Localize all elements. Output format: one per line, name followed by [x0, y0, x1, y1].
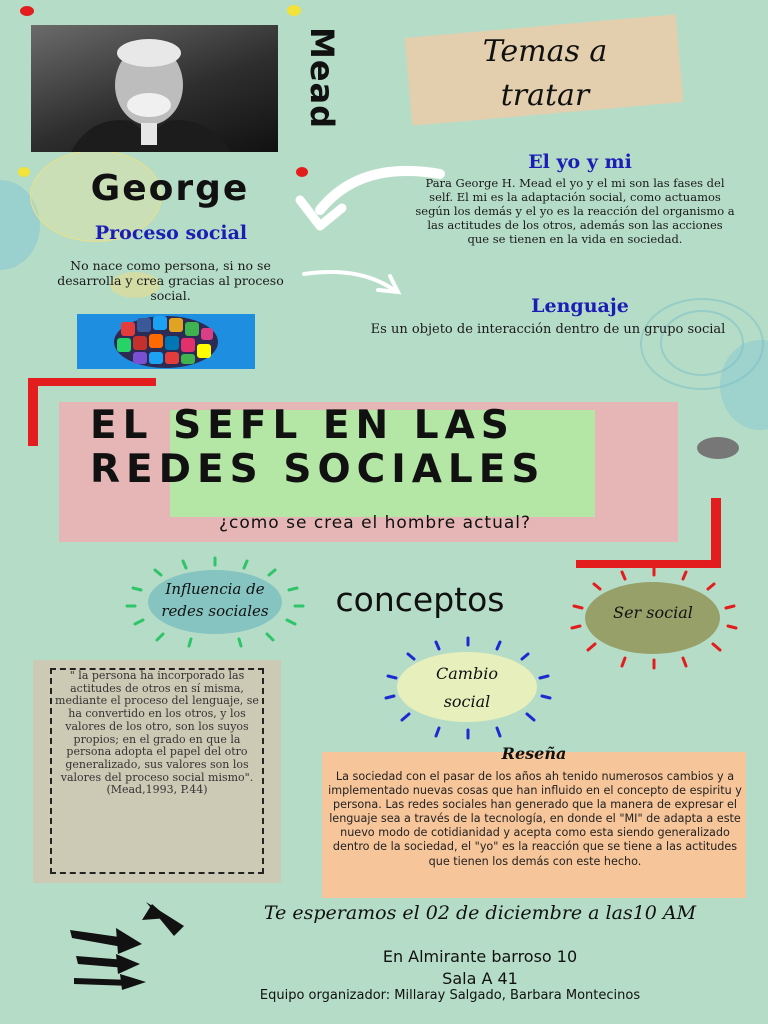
- main-subtitle: ¿como se crea el hombre actual?: [218, 513, 532, 533]
- el-yo-heading: El yo y mi: [528, 151, 632, 173]
- proceso-social-heading: Proceso social: [94, 222, 248, 244]
- main-title-line-2: REDES SOCIALES: [90, 447, 546, 492]
- social-media-image: [77, 314, 255, 369]
- temas-line-1: Temas a: [482, 34, 608, 69]
- concept-cambio-line-1: Cambio: [436, 664, 498, 683]
- proceso-social-body: No nace como persona, si no se desarrolla y crea gracias al proceso social.: [57, 258, 284, 303]
- decor-dot-yellow: [18, 167, 30, 177]
- main-title-line-1: EL SEFL EN LAS: [90, 403, 515, 448]
- event-room: Sala A 41: [442, 969, 518, 988]
- resena-body: La sociedad con el pasar de los años ah tenido numerosos cambios y a implementado nuevas cosas que han influido en el concepto de espiritu y persona. Las redes sociales han generado que la manera de expresar el lenguaje sea a través de la tecnología, en donde el "MI" de adapta a este nuevo modo de cotidianidad y acepta como esta siendo generalizado dentro de la sociedad, el "yo" es la reacción que se tiene a las actitudes que tienen los demás con este hecho.: [328, 770, 742, 868]
- event-date: Te esperamos el 02 de diciembre a las10 AM: [263, 902, 697, 924]
- portrait-photo: [31, 25, 278, 152]
- red-corner-bottom-right-v: [711, 498, 721, 568]
- concept-cambio-label: [392, 660, 542, 716]
- event-address-line: En Almirante barroso 10: [382, 947, 578, 966]
- arrow-right-icon: [300, 262, 408, 302]
- temas-line-2: tratar: [500, 78, 590, 113]
- decor-dot-yellow: [287, 5, 301, 16]
- temas-heading: [420, 30, 670, 118]
- arrows-icon: [66, 898, 196, 992]
- red-corner-top-left-h: [28, 378, 156, 386]
- lenguaje-heading: Lenguaje: [531, 295, 629, 317]
- organizers: Equipo organizador: Millaray Salgado, Barbara Montecinos: [259, 988, 641, 1003]
- concept-ser-social-label: Ser social: [613, 603, 693, 622]
- george-label: George: [90, 168, 250, 209]
- decor-circle-rings: [660, 310, 744, 376]
- el-yo-body: Para George H. Mead el yo y el mi son las fases del self. El mi es la adaptación social, como actuamos según los demás y el yo es la reacción del organismo a las actitudes de los otros, además son las acciones que se tienen en la vida en sociedad.: [415, 176, 735, 246]
- concept-influencia-label: [138, 578, 292, 622]
- resena-title: Reseña: [501, 744, 567, 763]
- decor-dot-grey: [697, 437, 739, 459]
- concept-influencia-line-1: Influencia de: [165, 580, 265, 598]
- conceptos-heading: conceptos: [335, 580, 505, 619]
- main-title: [90, 404, 650, 492]
- event-address: [250, 946, 710, 990]
- concept-cambio-line-2: social: [443, 692, 491, 711]
- mead-label: Mead: [303, 27, 341, 130]
- decor-dot-red: [20, 6, 34, 16]
- red-corner-top-left-v: [28, 378, 38, 446]
- quote-text: " la persona ha incorporado las actitudes de otros en sí misma, mediante el proceso del lenguaje, se ha convertido en los otros, y los valores de los otro, son los suyos propios; en el grado en que la persona adopta el papel del otro generalizado, sus valores son los valores del proceso social mismo". (Mead,1993, P.44): [55, 669, 259, 797]
- lenguaje-body: Es un objeto de interacción dentro de un grupo social: [370, 322, 726, 337]
- concept-influencia-line-2: redes sociales: [161, 602, 269, 620]
